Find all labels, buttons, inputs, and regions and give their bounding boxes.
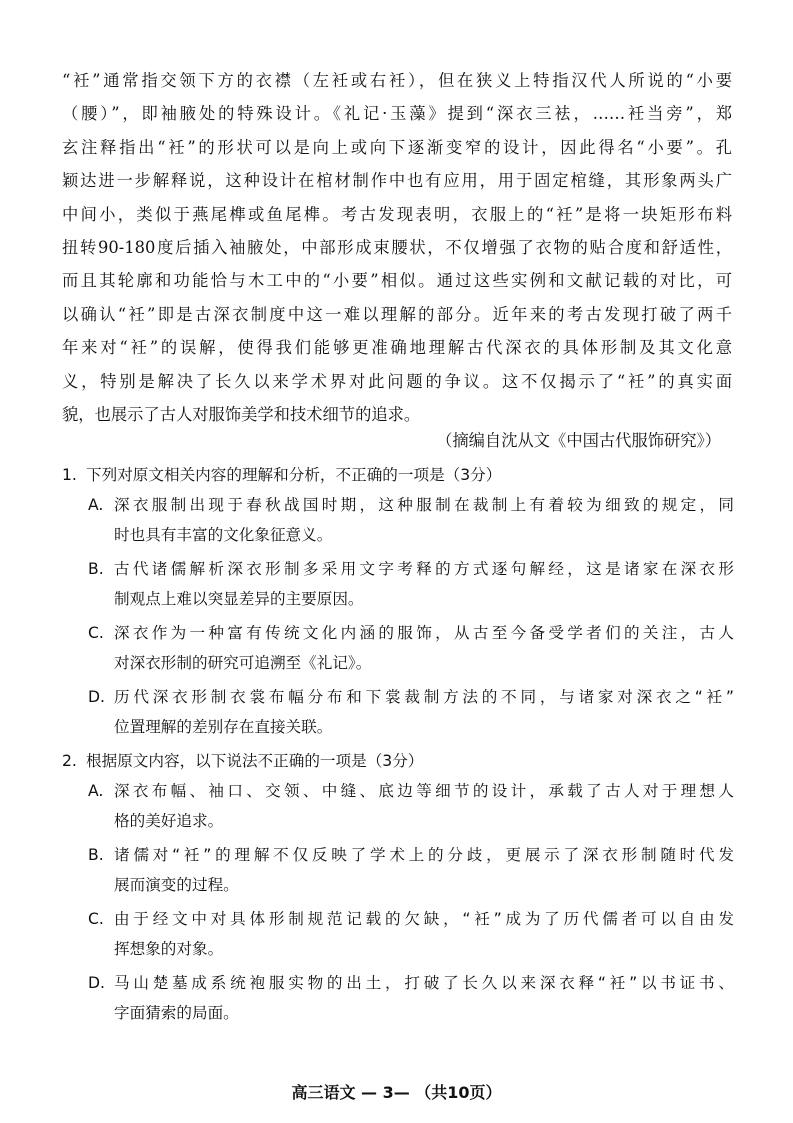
option-text-line: 历代深衣形制衣裳布幅分布和下裳裁制方法的不同，与诸家对深衣之“衽” xyxy=(114,688,734,706)
option-text-line: 位置理解的差别存在直接关联。 xyxy=(114,718,333,736)
question-list xyxy=(62,460,734,1028)
option-letter: D. xyxy=(88,688,105,706)
passage-line: 颖达进一步解释说，这种设计在棺材制作中也有应用，用于固定棺缝，其形象两头广 xyxy=(62,171,732,191)
option-b[interactable] xyxy=(62,554,734,614)
option-a[interactable] xyxy=(62,490,734,550)
option-b[interactable] xyxy=(62,840,734,900)
option-text-line: 深衣服制出现于春秋战国时期，这种服制在裁制上有着较为细致的规定，同 xyxy=(114,496,734,514)
option-letter: A. xyxy=(88,782,104,800)
option-letter: C. xyxy=(88,910,104,928)
passage-line: 貌，也展示了古人对服饰美学和技术细节的追求。 xyxy=(62,404,421,424)
passage-line: “衽”通常指交领下方的衣襟（左衽或右衽），但在狭义上特指汉代人所说的“小要 xyxy=(62,71,732,90)
option-d[interactable] xyxy=(62,968,734,1028)
option-c[interactable] xyxy=(62,904,734,964)
option-letter: B. xyxy=(88,846,104,864)
passage-line: 扭转90-180度后插入袖腋处，中部形成束腰状，不仅增强了衣物的贴合度和舒适性， xyxy=(62,237,732,257)
passage-line: 而且其轮廓和功能恰与木工中的“小要”相似。通过这些实例和文献记载的对比，可 xyxy=(62,271,732,291)
option-letter: C. xyxy=(88,624,104,642)
reading-passage xyxy=(62,64,732,431)
question-2 xyxy=(62,746,734,1028)
option-letter: D. xyxy=(88,974,105,992)
option-text-line: 对深衣形制的研究可追溯至《礼记》。 xyxy=(114,654,372,672)
passage-line: 以确认“衽”即是古深衣制度中这一难以理解的部分。近年来的考古发现打破了两千 xyxy=(62,304,732,324)
question-number: 2. xyxy=(62,752,77,770)
option-text-line: 诸儒对“衽”的理解不仅反映了学术上的分歧，更展示了深衣形制随时代发 xyxy=(114,846,734,864)
option-a[interactable] xyxy=(62,776,734,836)
question-number: 1. xyxy=(62,466,77,484)
passage-source: （摘编自沈从文《中国古代服饰研究》） xyxy=(436,431,721,450)
passage-line: 年来对“衽”的误解，使得我们能够更准确地理解古代深衣的具体形制及其文化意 xyxy=(62,338,732,358)
option-text-line: 字面猜索的局面。 xyxy=(114,1004,239,1022)
passage-line: 义，特别是解决了长久以来学术界对此问题的争议。这不仅揭示了“衽”的真实面 xyxy=(62,371,732,391)
question-text: 下列对原文相关内容的理解和分析，不正确的一项是（3分） xyxy=(86,466,502,484)
option-letter: A. xyxy=(88,496,104,514)
option-text-line: 深衣布幅、袖口、交领、中缝、底边等细节的设计，承载了古人对于理想人 xyxy=(114,782,734,800)
question-1 xyxy=(62,460,734,742)
passage-line: 玄注释指出“衽”的形状可以是向上或向下逐渐变窄的设计，因此得名“小要”。孔 xyxy=(62,137,732,157)
option-text-line: 展而演变的过程。 xyxy=(114,876,239,894)
option-letter: B. xyxy=(88,560,104,578)
option-text-line: 由于经文中对具体形制规范记载的欠缺，“衽”成为了历代儒者可以自由发 xyxy=(114,910,734,928)
passage-line: 中间小，类似于燕尾榫或鱼尾榫。考古发现表明，衣服上的“衽”是将一块矩形布料 xyxy=(62,204,732,224)
option-text-line: 时也具有丰富的文化象征意义。 xyxy=(114,526,333,544)
option-text-line: 格的美好追求。 xyxy=(114,812,224,830)
option-c[interactable] xyxy=(62,618,734,678)
option-text-line: 深衣作为一种富有传统文化内涵的服饰，从古至今备受学者们的关注，古人 xyxy=(114,624,734,642)
question-text: 根据原文内容，以下说法不正确的一项是（3分） xyxy=(86,752,424,770)
option-text-line: 制观点上难以突显差异的主要原因。 xyxy=(114,590,364,608)
page-footer: 高三语文 — 3— （共10页） xyxy=(291,1083,502,1102)
option-d[interactable] xyxy=(62,682,734,742)
question-stem xyxy=(62,460,734,490)
question-stem xyxy=(62,746,734,776)
option-text-line: 马山楚墓成系统袍服实物的出土，打破了长久以来深衣释“衽”以书证书、 xyxy=(114,974,734,992)
passage-line: （腰）”，即袖腋处的特殊设计。《礼记·玉藻》提到“深衣三袪，……衽当旁”，郑 xyxy=(62,104,732,124)
option-text-line: 挥想象的对象。 xyxy=(114,940,224,958)
option-text-line: 古代诸儒解析深衣形制多采用文字考释的方式逐句解经，这是诸家在深衣形 xyxy=(114,560,734,578)
